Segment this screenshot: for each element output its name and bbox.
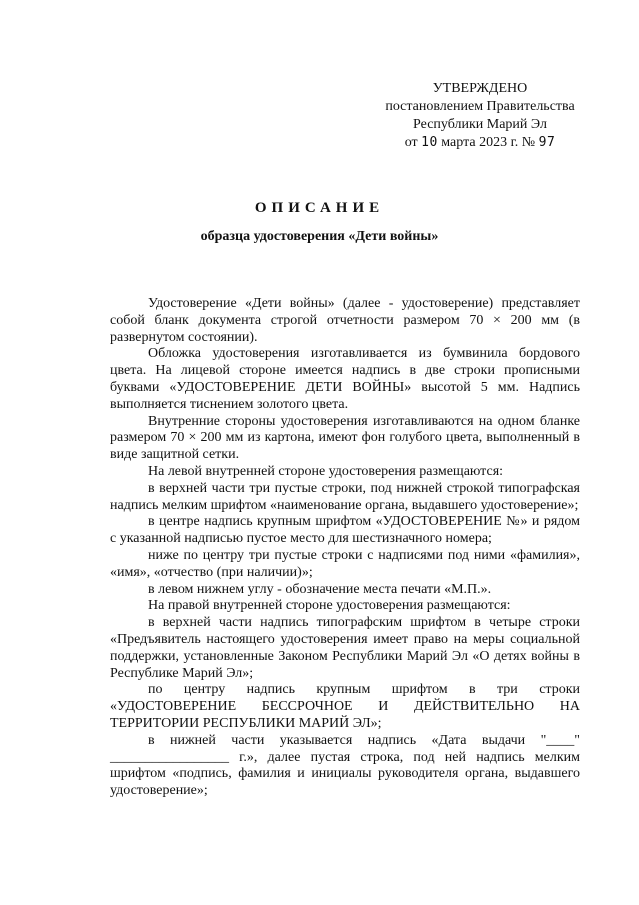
document-title: ОПИСАНИЕ bbox=[254, 200, 385, 216]
document-body bbox=[110, 296, 580, 800]
paragraph: На левой внутренней стороне удостоверения размещаются: bbox=[148, 463, 504, 479]
paragraph: в верхней части надпись типографским шрифтом в четыре строки «Предъявитель настоящего удостоверения имеет право на меры социальной поддержки, установленные Законом Республики Марий Эл «О детях войны в Республике Марий Эл»; bbox=[110, 615, 580, 681]
approval-stamp bbox=[360, 80, 600, 152]
paragraph: в нижней части указывается надпись «Дата выдачи "____" _________________ г.», далее пустая строка, под ней надпись мелким шрифтом «подпись, фамилия и инициалы руководителя органа, выдавшего удостоверение»; bbox=[110, 732, 580, 799]
approval-number: 97 bbox=[538, 135, 556, 150]
approval-date-rest: марта 2023 г. № bbox=[441, 135, 536, 150]
approval-date-day: 10 bbox=[421, 135, 438, 150]
paragraph: по центру надпись крупным шрифтом в три строки «УДОСТОВЕРЕНИЕ БЕССРОЧНОЕ И ДЕЙСТВИТЕЛЬНО НА ТЕРРИТОРИИ РЕСПУБЛИКИ МАРИЙ ЭЛ»; bbox=[110, 682, 580, 731]
approval-heading: УТВЕРЖДЕНО bbox=[432, 81, 528, 96]
paragraph: ниже по центру три пустые строки с надписями под ними «фамилия», «имя», «отчество (при наличии)»; bbox=[110, 547, 580, 580]
approval-authority: постановлением Правительства bbox=[385, 99, 575, 114]
approval-republic: Республики Марий Эл bbox=[413, 117, 547, 132]
approval-date-line bbox=[360, 134, 600, 152]
paragraph: в левом нижнем углу - обозначение места печати «М.П.». bbox=[148, 581, 492, 597]
paragraph: Внутренние стороны удостоверения изготавливаются на одном бланке размером 70 × 200 мм из картона, имеют фон голубого цвета, выполненный в виде защитной сетки. bbox=[110, 413, 580, 463]
paragraph: в центре надпись крупным шрифтом «УДОСТОВЕРЕНИЕ №» и рядом с указанной надписью пустое место для шестизначного номера; bbox=[110, 514, 580, 547]
approval-date-prefix: от bbox=[404, 135, 418, 150]
paragraph: в верхней части три пустые строки, под нижней строкой типографская надпись мелким шрифтом «наименование органа, выдавшего удостоверение»; bbox=[110, 480, 580, 513]
paragraph: На правой внутренней стороне удостоверения размещаются: bbox=[148, 598, 511, 614]
paragraph: Обложка удостоверения изготавливается из бумвинила бордового цвета. На лицевой стороне имеется надпись в две строки прописными буквами «УДОСТОВЕРЕНИЕ ДЕТИ ВОЙНЫ» высотой 5 мм. Надпись выполняется тиснением золотого цвета. bbox=[110, 346, 580, 412]
paragraph: Удостоверение «Дети войны» (далее - удостоверение) представляет собой бланк документа строгой отчетности размером 70 × 200 мм (в развернутом состоянии). bbox=[110, 296, 580, 345]
document-subtitle: образца удостоверения «Дети войны» bbox=[200, 229, 439, 244]
